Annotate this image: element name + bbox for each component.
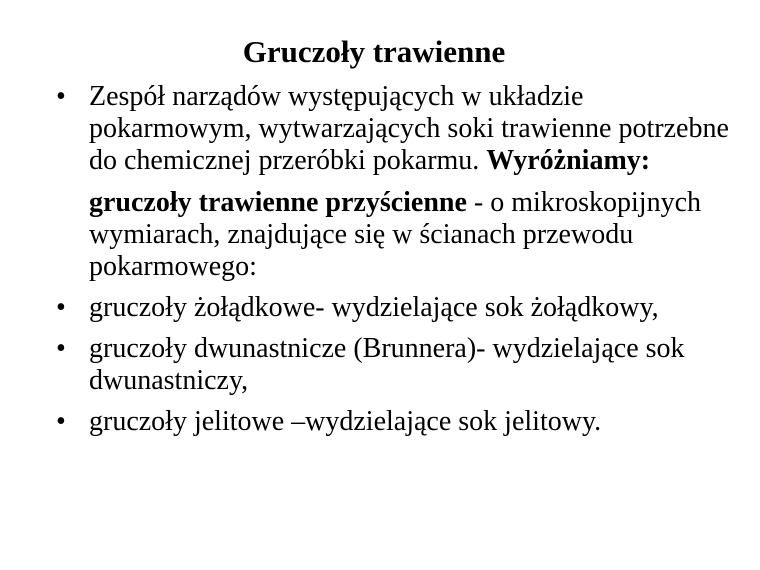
bullet-icon: • (56, 81, 66, 112)
list-item-sub-bold: gruczoły trawienne przyścienne (89, 187, 467, 218)
list-item (56, 406, 746, 438)
bullet-icon: • (56, 292, 66, 323)
list-item-paragraph (89, 81, 746, 177)
slide-title: Gruczoły trawienne (242, 34, 506, 69)
bullet-list (56, 81, 746, 438)
list-item-subparagraph (89, 187, 746, 283)
list-item (56, 81, 746, 283)
list-item-sub-text: - o mikroskopijnych wymiarach, znajdujące się w ścianach przewodu pokarmowego: (89, 187, 702, 282)
list-item-emphasis: Wyróżniamy: (486, 145, 651, 176)
list-item-text: gruczoły żołądkowe- wydzielające sok żołądkowy, (89, 292, 659, 323)
bullet-icon: • (56, 333, 66, 364)
list-item (56, 292, 746, 324)
list-item-text: gruczoły dwunastnicze (Brunnera)- wydzielające sok dwunastniczy, (89, 333, 685, 396)
list-item-text: Zespół narządów występujących w układzie pokarmowym, wytwarzających soki trawienne potrzebne do chemicznej przeróbki pokarmu. (89, 81, 729, 176)
list-item (56, 333, 746, 397)
bullet-icon: • (56, 406, 66, 437)
list-item-text: gruczoły jelitowe –wydzielające sok jelitowy. (89, 406, 602, 437)
